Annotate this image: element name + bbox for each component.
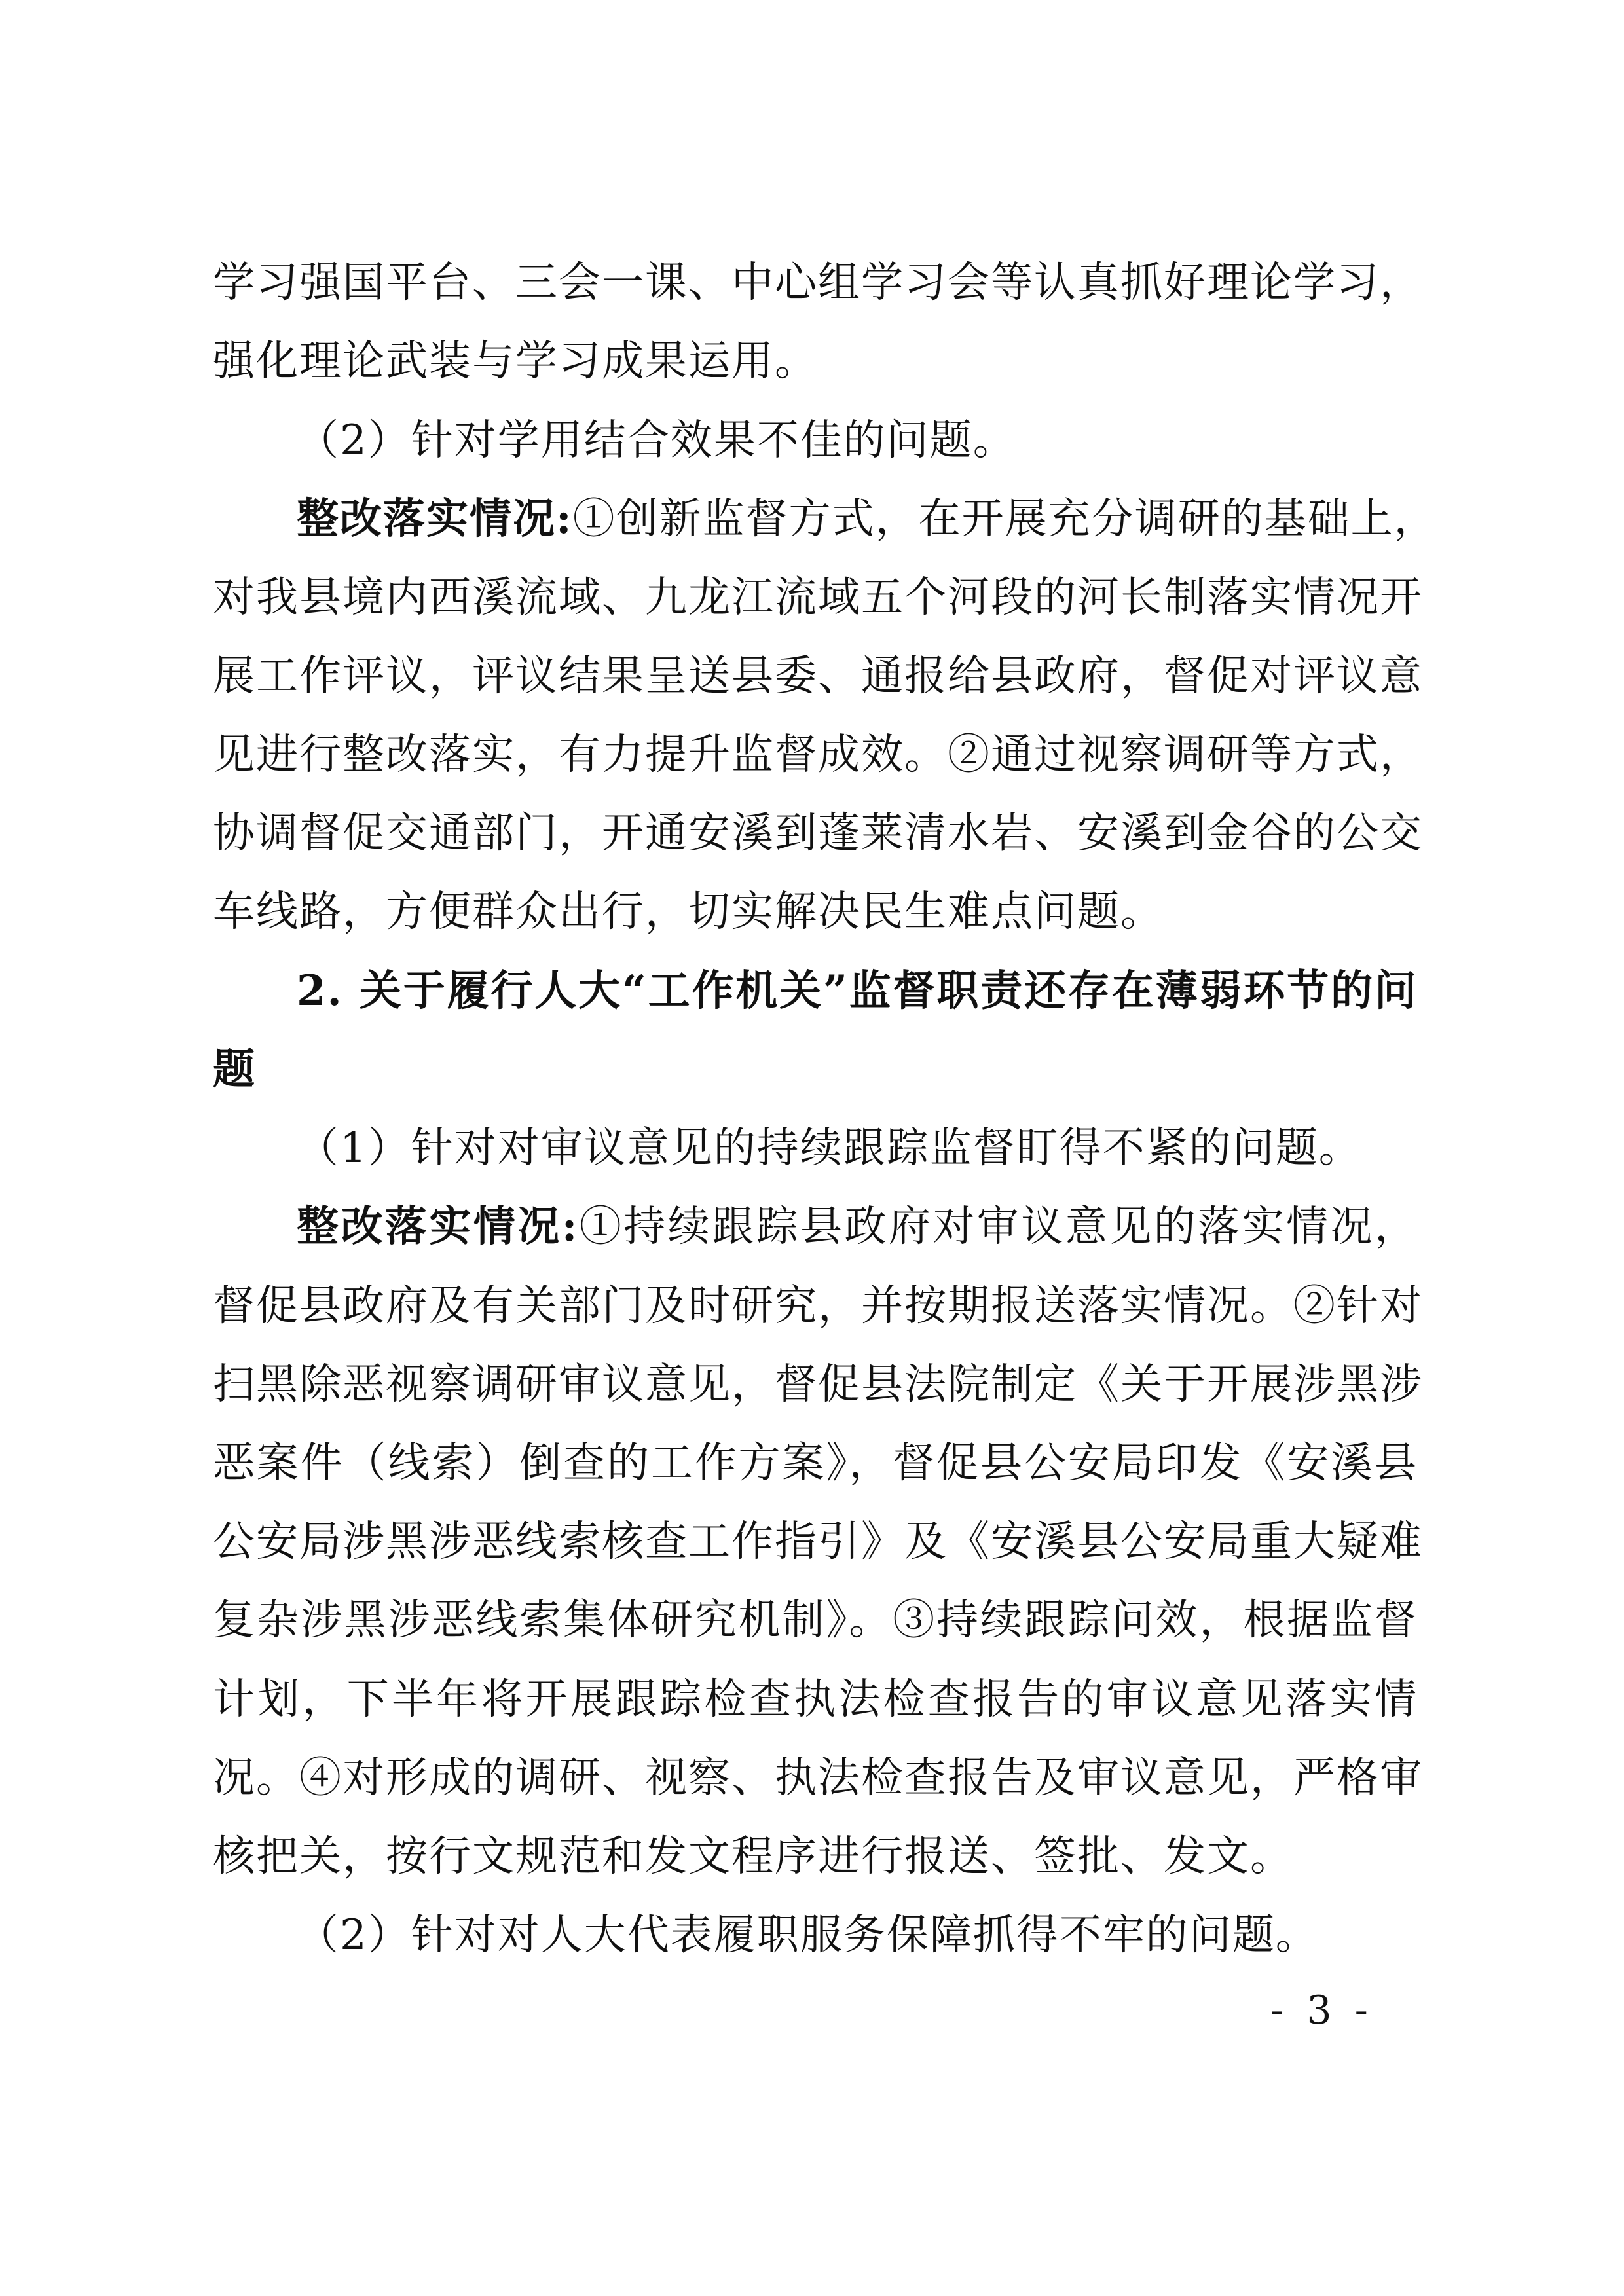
subheading: （1）针对对审议意见的持续跟踪监督盯得不紧的问题。 bbox=[297, 1124, 1362, 1173]
body-line: 复杂涉黑涉恶线索集体研究机制》。③持续跟踪问效，根据监督 bbox=[213, 1596, 1418, 1645]
body-line bbox=[297, 493, 1437, 545]
body-line: 计划，下半年将开展跟踪检查执法检查报告的审议意见落实情 bbox=[213, 1675, 1418, 1724]
body-line: 况。④对形成的调研、视察、执法检查报告及审议意见，严格审 bbox=[213, 1754, 1423, 1802]
line-text: ①持续跟踪县政府对审议意见的落实情况， bbox=[578, 1203, 1418, 1251]
body-line bbox=[297, 1201, 1418, 1253]
body-line: 督促县政府及有关部门及时研究，并按期报送落实情况。②针对 bbox=[213, 1282, 1423, 1330]
body-line: 展工作评议，评议结果呈送县委、通报给县政府，督促对评议意 bbox=[213, 652, 1423, 701]
body-line: 对我县境内西溪流域、九龙江流域五个河段的河长制落实情况开 bbox=[213, 574, 1423, 622]
body-line: 见进行整改落实，有力提升监督成效。②通过视察调研等方式， bbox=[213, 731, 1423, 779]
body-line: 强化理论武装与学习成果运用。 bbox=[213, 337, 818, 386]
lead-label: 整改落实情况: bbox=[297, 494, 573, 543]
body-line: 协调督促交通部门，开通安溪到蓬莱清水岩、安溪到金谷的公交 bbox=[213, 809, 1423, 858]
body-line: 车线路，方便群众出行，切实解决民生难点问题。 bbox=[213, 888, 1164, 936]
body-line: 学习强国平台、三会一课、中心组学习会等认真抓好理论学习， bbox=[213, 259, 1423, 307]
section-heading: 2. 关于履行人大“工作机关”监督职责还存在薄弱环节的问 bbox=[297, 966, 1418, 1015]
page-number: - 3 - bbox=[1270, 1988, 1373, 2033]
subheading: （2）针对对人大代表履职服务保障抓得不牢的问题。 bbox=[297, 1911, 1319, 1959]
body-line: 扫黑除恶视察调研审议意见，督促县法院制定《关于开展涉黑涉 bbox=[213, 1360, 1423, 1409]
lead-label: 整改落实情况: bbox=[297, 1202, 579, 1251]
body-line: 公安局涉黑涉恶线索核查工作指引》及《安溪县公安局重大疑难 bbox=[213, 1518, 1423, 1566]
subheading: （2）针对学用结合效果不佳的问题。 bbox=[297, 416, 1016, 465]
line-text: ①创新监督方式，在开展充分调研的基础上， bbox=[572, 495, 1437, 543]
section-heading: 题 bbox=[213, 1045, 256, 1094]
body-line: 恶案件（线索）倒查的工作方案》，督促县公安局印发《安溪县 bbox=[213, 1439, 1418, 1487]
body-line: 核把关，按行文规范和发文程序进行报送、签批、发文。 bbox=[213, 1832, 1293, 1881]
